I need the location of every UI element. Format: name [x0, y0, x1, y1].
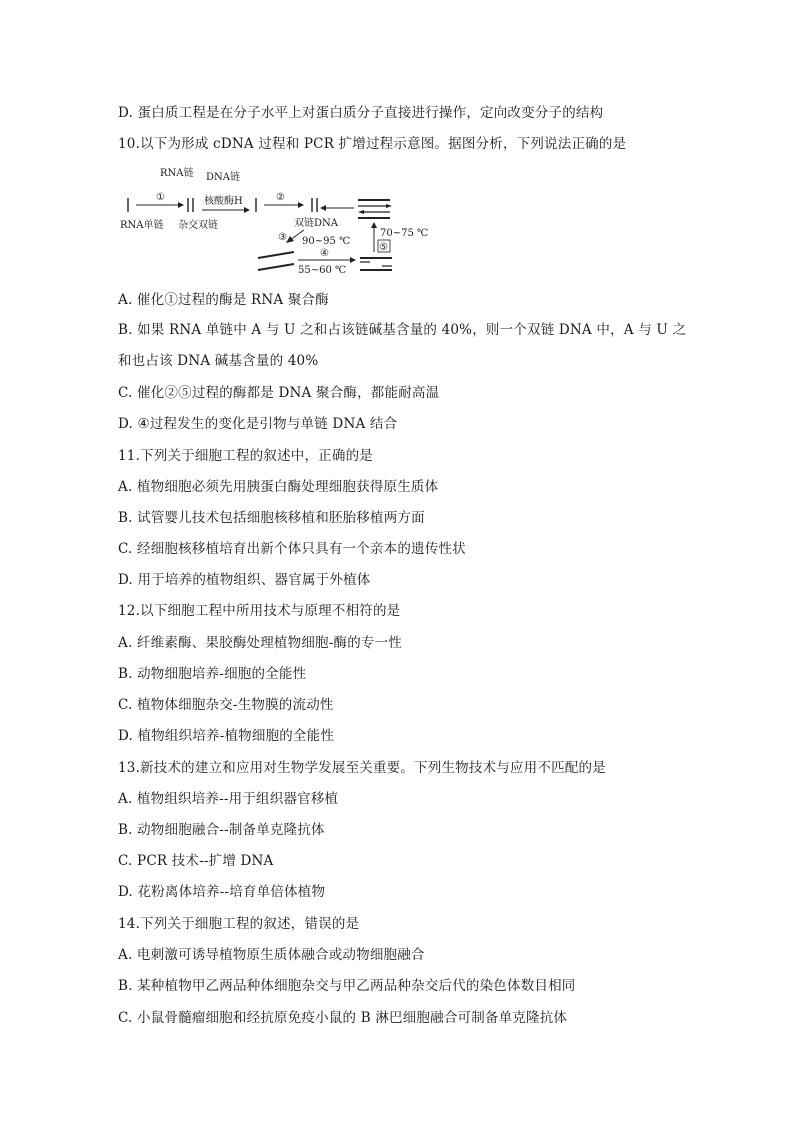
question-13: 13.新技术的建立和应用对生物学发展至关重要。下列生物技术与应用不匹配的是: [118, 760, 606, 776]
label-step2: ②: [276, 192, 285, 203]
option-14a: A. 电刺激可诱导植物原生质体融合或动物细胞融合: [118, 947, 425, 963]
arrowhead-step3: [286, 236, 294, 243]
option-10b-line1: B. 如果 RNA 单链中 A 与 U 之和占该链碱基含量的 40%，则一个双链 DNA 中，A 与 U 之: [118, 322, 687, 338]
label-step4: ④: [320, 248, 329, 259]
option-13d: D. 花粉离体培养--培育单倍体植物: [118, 884, 326, 900]
label-dna-chain: DNA链: [206, 172, 240, 183]
label-temp-mid: 70~75 ℃: [380, 228, 429, 239]
arrowhead-step5: [371, 222, 377, 228]
label-rna-single: RNA单链: [120, 220, 164, 231]
arrowhead-step1: [178, 202, 184, 208]
option-12a: A. 纤维素酶、果胶酶处理植物细胞-酶的专一性: [118, 635, 402, 651]
label-rna-chain: RNA链: [160, 168, 194, 179]
extension-arrowhead-2: [358, 210, 364, 214]
arrowhead-step4: [350, 257, 356, 263]
question-10: 10.以下为形成 cDNA 过程和 PCR 扩增过程示意图。据图分析，下列说法正确的是: [118, 136, 627, 152]
option-12b: B. 动物细胞培养-细胞的全能性: [118, 666, 307, 682]
label-temp-low: 55~60 ℃: [298, 265, 347, 276]
option-11b: B. 试管婴儿技术包括细胞核移植和胚胎移植两方面: [118, 510, 425, 526]
option-12d: D. 植物组织培养-植物细胞的全能性: [118, 728, 335, 744]
arrowhead-back: [320, 205, 326, 211]
option-10a: A. 催化①过程的酶是 RNA 聚合酶: [118, 292, 329, 308]
arrowhead-step2: [298, 202, 304, 208]
label-nuclease: 核酸酶H: [204, 196, 243, 207]
arrowhead-nuclease: [244, 207, 250, 213]
option-11d: D. 用于培养的植物组织、器官属于外植体: [118, 572, 371, 588]
label-step3: ③: [278, 232, 287, 243]
option-13a: A. 植物组织培养--用于组织器官移植: [118, 791, 339, 807]
question-11: 11.下列关于细胞工程的叙述中，正确的是: [118, 448, 373, 464]
denatured-strand-1: [258, 252, 294, 258]
question-12: 12.以下细胞工程中所用技术与原理不相符的是: [118, 603, 401, 619]
label-double-dna: 双链DNA: [294, 218, 338, 229]
option-9d: D. 蛋白质工程是在分子水平上对蛋白质分子直接进行操作，定向改变分子的结构: [118, 105, 604, 121]
option-13c: C. PCR 技术--扩增 DNA: [118, 853, 274, 869]
cdna-pcr-diagram: [118, 160, 448, 278]
option-14b: B. 某种植物甲乙两品种体细胞杂交与甲乙两品种杂交后代的染色体数目相同: [118, 978, 576, 994]
denatured-strand-2: [258, 264, 294, 270]
option-12c: C. 植物体细胞杂交-生物膜的流动性: [118, 697, 334, 713]
label-step5: ⑤: [379, 242, 388, 253]
option-10d: D. ④过程发生的变化是引物与单链 DNA 结合: [118, 416, 398, 432]
question-14: 14.下列关于细胞工程的叙述，错误的是: [118, 916, 360, 932]
option-11c: C. 经细胞核移植培育出新个体只具有一个亲本的遗传性状: [118, 541, 466, 557]
option-11a: A. 植物细胞必须先用胰蛋白酶处理细胞获得原生质体: [118, 479, 439, 495]
extension-arrowhead-1: [386, 204, 392, 208]
option-14c: C. 小鼠骨髓瘤细胞和经抗原免疫小鼠的 B 淋巴细胞融合可制备单克隆抗体: [118, 1010, 568, 1026]
label-step1: ①: [156, 192, 165, 203]
label-temp-high: 90~95 ℃: [302, 236, 351, 247]
option-10c: C. 催化②⑤过程的酶都是 DNA 聚合酶，都能耐高温: [118, 385, 440, 401]
option-13b: B. 动物细胞融合--制备单克隆抗体: [118, 822, 325, 838]
option-10b-line2: 和也占该 DNA 碱基含量的 40%: [118, 353, 319, 369]
label-hybrid: 杂交双链: [178, 220, 218, 231]
